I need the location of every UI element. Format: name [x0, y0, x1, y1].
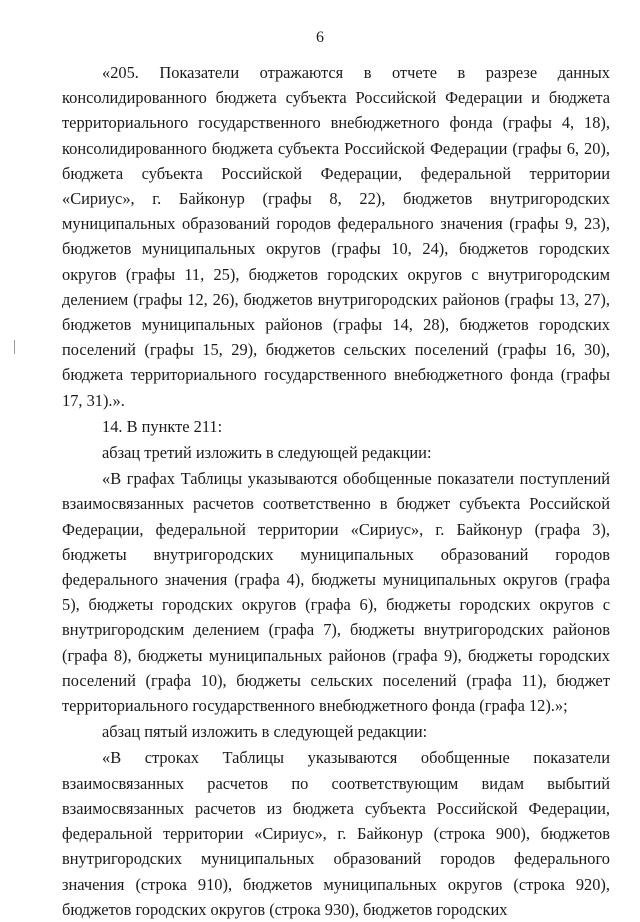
paragraph-instruction-third: абзац третий изложить в следующей редакции: [102, 443, 432, 463]
paragraph-item-205: «205. Показатели отражаются в отчете в разрезе данных консолидированного бюджета субъекта Российской Федерации и бюджета территориального государственного внебюджетного фонда (графы 4, 18), консолидированного бюджета субъекта Российской Федерации (графы 6, 20), бюджета субъекта Российской Федерации, федеральной территории «Сириус», г. Байконур (графы 8, 22), бюджетов внутригородских муниципальных образований городов федерального значения (графы 9, 23), бюджетов муниципальных округов (графы 10, 24), бюджетов городских округов (графы 11, 25), бюджетов городских округов с внутригородским делением (графы 12, 26), бюджетов внутригородских районов (графы 13, 27), бюджетов муниципальных районов (графы 14, 28), бюджетов городских поселений (графы 15, 29), бюджетов сельских поселений (графы 16, 30), бюджета территориального государственного внебюджетного фонда (графы 17, 31).». [62, 63, 610, 410]
paragraph-rows-text: «В строках Таблицы указываются обобщенные показатели взаимосвязанных расчетов по соответствующим видам выбытий взаимосвязанных расчетов из бюджета субъекта Российской Федерации, федеральной территории «Сириус», г. Байконур (строка 900), бюджетов внутригородских муниципальных образований городов федерального значения (строка 910), бюджетов муниципальных округов (строка 920), бюджетов городских округов (строка 930), бюджетов городских [62, 748, 610, 919]
margin-mark [14, 340, 15, 354]
paragraph-columns-text: «В графах Таблицы указываются обобщенные показатели поступлений взаимосвязанных расчетов соответственно в бюджет субъекта Российской Федерации, федеральной территории «Сириус», г. Байконур (графа 3), бюджеты внутригородских муниципальных образований городов федерального значения (графа 4), бюджеты муниципальных округов (графа 5), бюджеты городских округов (графа 6), бюджеты городских округов с внутригородским делением (графа 7), бюджеты внутригородских районов (графа 8), бюджеты муниципальных районов (графа 9), бюджеты городских поселений (графа 10), бюджеты сельских поселений (графа 11), бюджет территориального государственного внебюджетного фонда (графа 12).»; [62, 469, 610, 716]
paragraph-point-14: 14. В пункте 211: [102, 416, 223, 436]
document-body [62, 60, 610, 922]
page-number: 6 [316, 29, 324, 46]
paragraph-instruction-fifth: абзац пятый изложить в следующей редакции: [102, 722, 428, 742]
